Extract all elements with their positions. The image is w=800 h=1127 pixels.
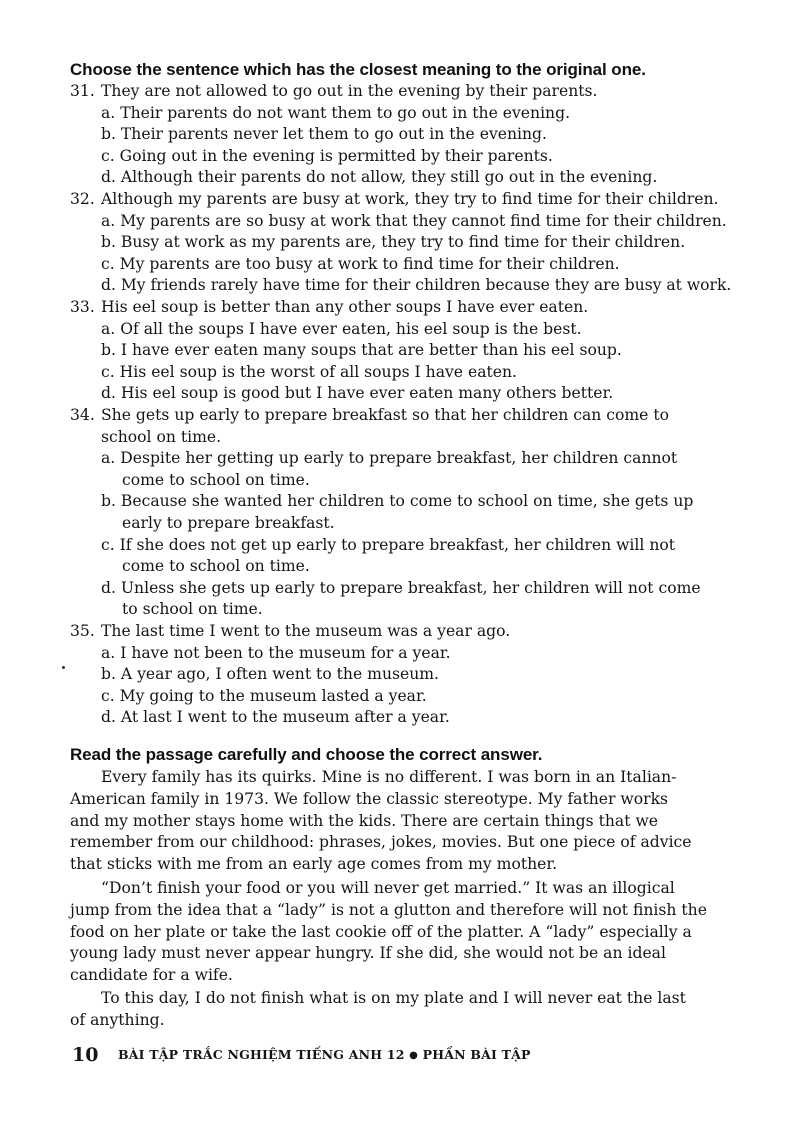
answer-option: c. His eel soup is the worst of all soups I have eaten. <box>101 362 518 381</box>
passage-line: jump from the idea that a “lady” is not a glutton and therefore will not finish the <box>70 900 707 919</box>
answer-option: to school on time. <box>122 600 263 619</box>
passage-line: young lady must never appear hungry. If she did, she would not be an ideal <box>70 944 666 963</box>
question-text: The last time I went to the museum was a year ago. <box>101 622 511 640</box>
bullet-icon: ● <box>409 1050 419 1061</box>
page-number: 10 <box>72 1044 99 1066</box>
answer-option: d. Unless she gets up early to prepare breakfast, her children will not come <box>101 578 701 597</box>
question-number: 33. <box>70 298 95 316</box>
question-text: His eel soup is better than any other soups I have ever eaten. <box>101 298 589 316</box>
passage-line: remember from our childhood: phrases, jokes, movies. But one piece of advice <box>70 833 692 852</box>
question-text: Although my parents are busy at work, they try to find time for their children. <box>101 190 719 208</box>
running-footer <box>118 1047 531 1062</box>
answer-option: a. My parents are so busy at work that they cannot find time for their children. <box>101 211 727 230</box>
passage-line: To this day, I do not finish what is on my plate and I will never eat the last <box>101 989 686 1007</box>
answer-option: d. At last I went to the museum after a year. <box>101 708 450 727</box>
answer-option: d. My friends rarely have time for their children because they are busy at work. <box>101 276 732 295</box>
answer-option: a. Of all the soups I have ever eaten, his eel soup is the best. <box>101 319 582 338</box>
answer-option: b. Busy at work as my parents are, they try to find time for their children. <box>101 233 686 252</box>
answer-option: d. Although their parents do not allow, they still go out in the evening. <box>101 168 658 187</box>
question-number: 31. <box>70 82 95 100</box>
passage-line: that sticks with me from an early age comes from my mother. <box>70 855 558 874</box>
answer-option: come to school on time. <box>122 470 310 489</box>
answer-option: c. If she does not get up early to prepare breakfast, her children will not <box>101 535 676 554</box>
answer-option: early to prepare breakfast. <box>122 514 335 532</box>
section-label: PHẦN BÀI TẬP <box>422 1047 531 1062</box>
answer-option: a. Their parents do not want them to go out in the evening. <box>101 103 571 122</box>
answer-option: a. I have not been to the museum for a year. <box>101 643 451 662</box>
answer-option: b. Their parents never let them to go out in the evening. <box>101 125 547 144</box>
question-text: They are not allowed to go out in the evening by their parents. <box>101 82 598 100</box>
answer-option: b. Because she wanted her children to come to school on time, she gets up <box>101 492 694 511</box>
passage-line: food on her plate or take the last cookie off of the platter. A “lady” especially a <box>70 922 692 941</box>
question-text: school on time. <box>101 427 222 446</box>
question-text: She gets up early to prepare breakfast so that her children can come to <box>101 406 670 424</box>
book-title: BÀI TẬP TRẮC NGHIỆM TIẾNG ANH 12 <box>118 1047 405 1062</box>
passage-line: “Don’t finish your food or you will never get married.” It was an illogical <box>101 879 675 897</box>
question-number: 35. <box>70 622 95 640</box>
passage-line: candidate for a wife. <box>70 966 233 985</box>
answer-option: c. My going to the museum lasted a year. <box>101 686 427 705</box>
passage-line: Every family has its quirks. Mine is no different. I was born in an Italian- <box>101 768 677 786</box>
stray-dot <box>62 666 65 669</box>
answer-option: d. His eel soup is good but I have ever eaten many others better. <box>101 384 614 403</box>
section-heading-sentence-transformation: Choose the sentence which has the closest meaning to the original one. <box>70 60 646 79</box>
question-number: 32. <box>70 190 95 208</box>
answer-option: c. My parents are too busy at work to find time for their children. <box>101 254 620 273</box>
section-heading-reading: Read the passage carefully and choose the correct answer. <box>70 745 543 764</box>
answer-option: c. Going out in the evening is permitted by their parents. <box>101 146 553 165</box>
answer-option: b. A year ago, I often went to the museum. <box>101 665 440 684</box>
question-number: 34. <box>70 406 95 424</box>
answer-option: a. Despite her getting up early to prepare breakfast, her children cannot <box>101 449 678 468</box>
passage-line: American family in 1973. We follow the classic stereotype. My father works <box>70 789 669 808</box>
answer-option: come to school on time. <box>122 557 310 576</box>
answer-option: b. I have ever eaten many soups that are better than his eel soup. <box>101 341 622 360</box>
passage-line: and my mother stays home with the kids. There are certain things that we <box>70 811 659 830</box>
passage-line: of anything. <box>70 1010 165 1029</box>
